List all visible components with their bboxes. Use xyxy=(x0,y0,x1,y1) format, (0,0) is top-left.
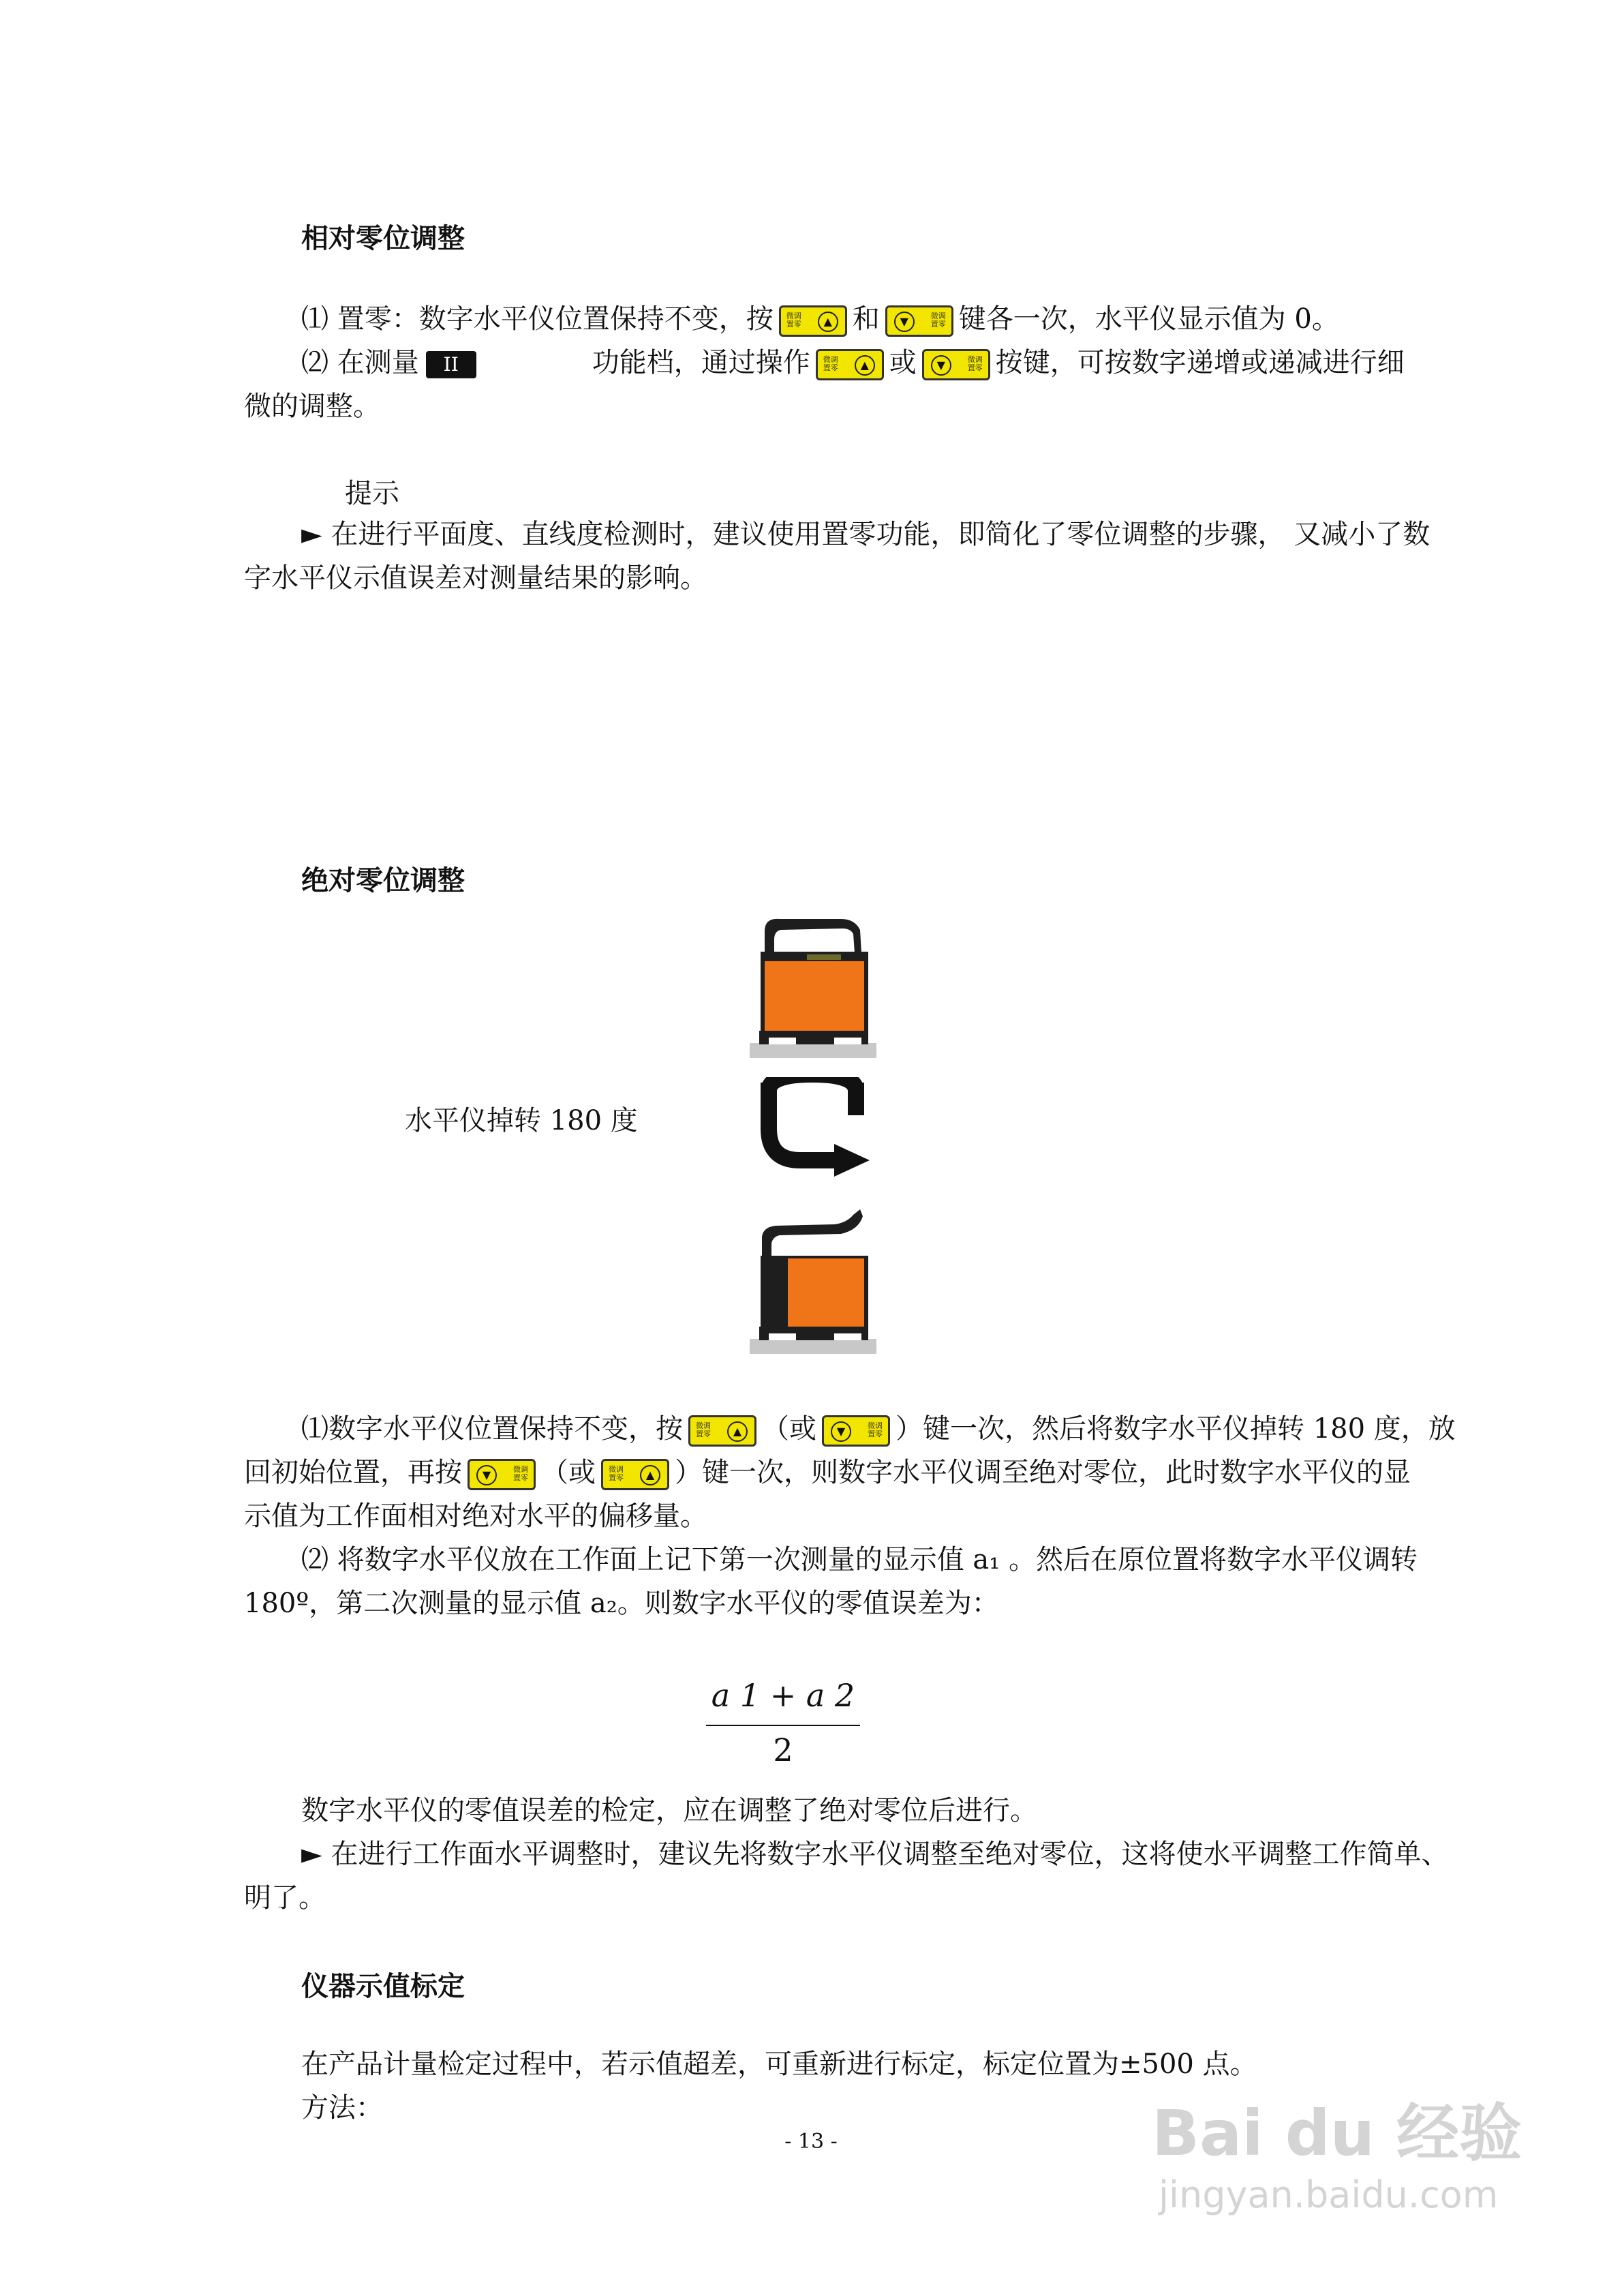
key-text: 微调 置零 xyxy=(696,1421,711,1438)
text: ⑵ 在测量 xyxy=(301,347,419,378)
absolute-step-1-line-3: 示值为工作面相对绝对水平的偏移量。 xyxy=(244,1500,707,1532)
fine-tune-up-key-icon xyxy=(688,1415,756,1447)
fine-tune-down-key-icon xyxy=(822,1415,890,1447)
up-triangle-icon: ▲ xyxy=(727,1421,748,1442)
up-triangle-icon: ▲ xyxy=(818,312,838,332)
text: ⑴ 置零：数字水平仪位置保持不变，按 xyxy=(301,303,774,335)
key-text: 微调 置零 xyxy=(967,355,983,372)
fine-tune-down-key-icon xyxy=(885,305,953,337)
method-label: 方法： xyxy=(301,2092,383,2124)
fine-tune-up-key-icon xyxy=(779,305,847,337)
level-device-rotated-illustration xyxy=(746,1207,882,1357)
absolute-step-2-line-2: 180º，第二次测量的显示值 a₂。则数字水平仪的零值误差为： xyxy=(244,1588,999,1619)
text: 键各一次，水平仪显示值为 0。 xyxy=(958,303,1339,335)
text: 或 xyxy=(889,347,917,378)
absolute-step-1-line-1 xyxy=(301,1407,1456,1451)
baidu-watermark-logo: Bai du 经验 xyxy=(1152,2097,1522,2170)
text: 功能档，通过操作 xyxy=(592,347,810,378)
mode-ii-icon: II xyxy=(426,351,476,378)
down-triangle-icon: ▼ xyxy=(931,355,951,376)
down-triangle-icon: ▼ xyxy=(476,1465,497,1485)
level-device-normal-illustration xyxy=(746,911,882,1061)
page-number: - 13 - xyxy=(784,2130,838,2154)
key-text: 微调 置零 xyxy=(609,1465,624,1482)
key-text: 微调 置零 xyxy=(786,312,801,329)
tip-label: 提示 xyxy=(345,478,399,509)
calibration-text: 在产品计量检定过程中，若示值超差，可重新进行标定，标定位置为±500 点。 xyxy=(301,2049,1257,2080)
tip-line-1: ► 在进行平面度、直线度检测时，建议使用置零功能，即简化了零位调整的步骤， 又减小了数 xyxy=(301,519,1430,550)
rotate-180-arrow-icon xyxy=(754,1077,876,1179)
tip-line-2: 字水平仪示值误差对测量结果的影响。 xyxy=(244,562,707,594)
text: ）键一次，则数字水平仪调至绝对零位，此时数字水平仪的显 xyxy=(675,1457,1411,1488)
fine-tune-up-key-icon xyxy=(816,349,884,380)
absolute-step-2-line-1: ⑵ 将数字水平仪放在工作面上记下第一次测量的显示值 a₁ 。然后在原位置将数字水平仪调转 xyxy=(301,1544,1418,1575)
up-triangle-icon: ▲ xyxy=(855,355,875,376)
work-surface xyxy=(750,1043,876,1058)
zero-error-note: 数字水平仪的零值误差的检定，应在调整了绝对零位后进行。 xyxy=(301,1795,1037,1826)
fine-tune-up-key-icon xyxy=(601,1459,669,1490)
device-body xyxy=(765,961,864,1031)
text: 按键，可按数字递增或递减进行细 xyxy=(995,347,1405,378)
section-title-absolute-zero: 绝对零位调整 xyxy=(301,865,465,896)
text: （或 xyxy=(762,1413,816,1445)
relative-step-2-cont: 微的调整。 xyxy=(244,391,380,422)
fine-tune-down-key-icon xyxy=(468,1459,536,1490)
key-text: 微调 置零 xyxy=(513,1465,528,1482)
absolute-step-1-line-2 xyxy=(244,1451,1411,1494)
formula-denominator: 2 xyxy=(773,1732,793,1768)
relative-step-2 xyxy=(301,341,1405,384)
section-title-calibration: 仪器示值标定 xyxy=(301,1971,465,2002)
text: （或 xyxy=(541,1457,596,1488)
section-title-relative-zero: 相对零位调整 xyxy=(301,223,465,254)
absolute-tip-line-1: ► 在进行工作面水平调整时，建议先将数字水平仪调整至绝对零位，这将使水平调整工作简单、 xyxy=(301,1839,1449,1870)
device-handle xyxy=(762,1209,863,1257)
down-triangle-icon: ▼ xyxy=(831,1421,851,1442)
fine-tune-down-key-icon xyxy=(922,349,990,380)
device-body xyxy=(788,1258,864,1327)
key-text: 微调 置零 xyxy=(868,1421,883,1438)
text: 和 xyxy=(852,303,880,335)
text: ⑴数字水平仪位置保持不变，按 xyxy=(301,1413,683,1445)
absolute-tip-line-2: 明了。 xyxy=(244,1882,326,1914)
text: 回初始位置，再按 xyxy=(244,1457,462,1488)
key-text: 微调 置零 xyxy=(930,312,946,329)
key-text: 微调 置零 xyxy=(823,355,838,372)
relative-step-1 xyxy=(301,297,1339,341)
text: ）键一次，然后将数字水平仪掉转 180 度，放 xyxy=(896,1413,1456,1445)
baidu-watermark-url: jingyan.baidu.com xyxy=(1159,2173,1499,2216)
work-surface xyxy=(750,1339,876,1354)
formula-fraction-bar xyxy=(706,1725,860,1726)
up-triangle-icon: ▲ xyxy=(640,1465,660,1485)
device-handle xyxy=(765,919,861,953)
formula-numerator: a 1 + a 2 xyxy=(711,1677,855,1714)
rotate-caption: 水平仪掉转 180 度 xyxy=(405,1105,638,1136)
down-triangle-icon: ▼ xyxy=(894,312,915,332)
